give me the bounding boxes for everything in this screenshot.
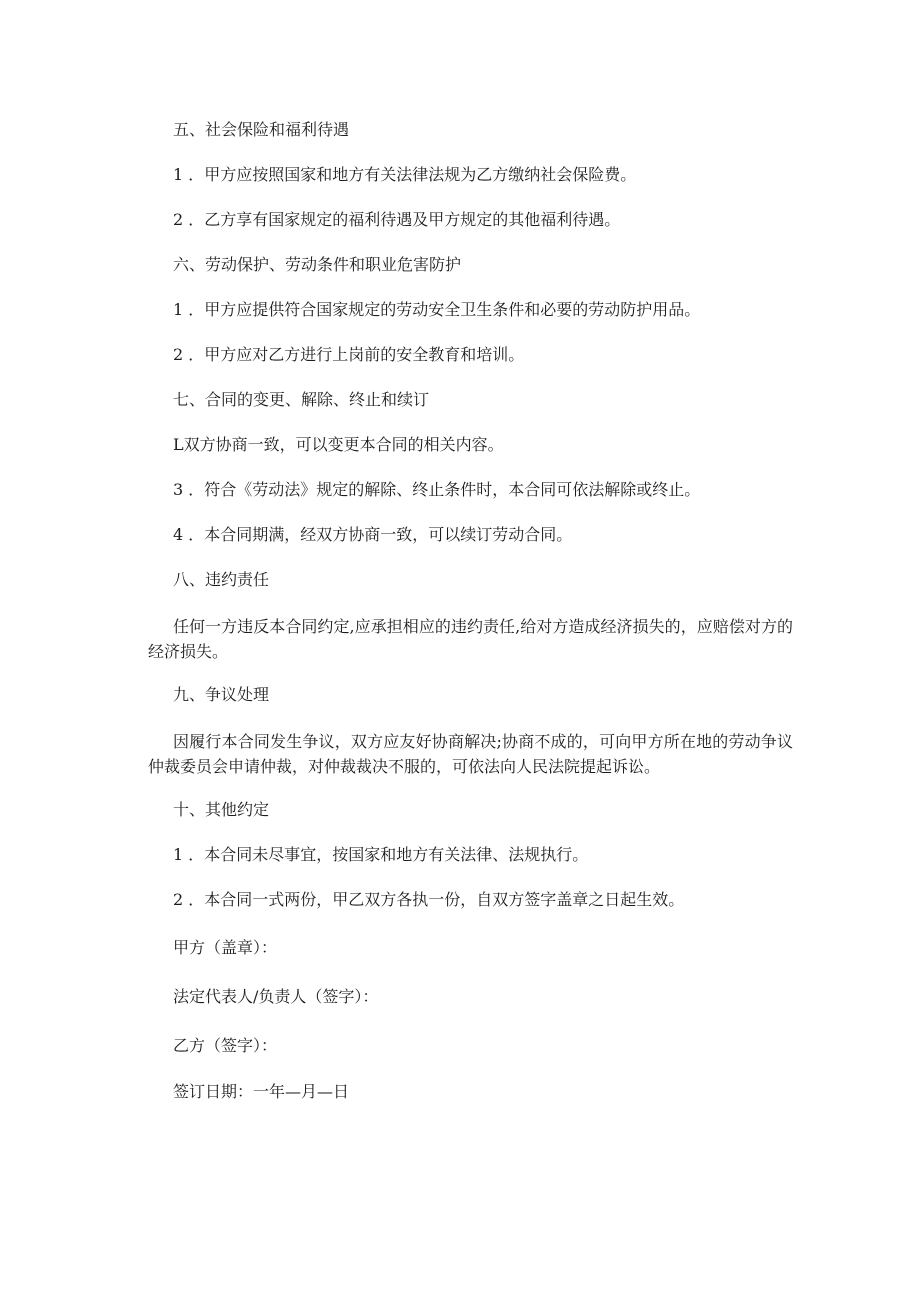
section-5-heading: 五、社会保险和福利待遇 [173,120,350,139]
section-6-item-1: 1 ．甲方应提供符合国家规定的劳动安全卫生条件和必要的劳动防护用品。 [173,300,701,319]
section-5-item-2: 2 ．乙方享有国家规定的福利待遇及甲方规定的其他福利待遇。 [173,210,621,229]
party-b-signature-label: 乙方（签字）： [173,1036,278,1055]
section-9-heading: 九、争议处理 [173,685,270,704]
section-8-body: 任何一方违反本合同约定,应承担相应的违约责任,给对方造成经济损失的，应赔偿对方的经济损失。 [148,617,793,661]
legal-representative-label: 法定代表人/负责人（签字）： [173,987,379,1006]
section-6-heading: 六、劳动保护、劳动条件和职业危害防护 [173,255,462,274]
section-6-item-2: 2 ．甲方应对乙方进行上岗前的安全教育和培训。 [173,345,525,364]
section-10-item-1: 1 ．本合同未尽事宜，按国家和地方有关法律、法规执行。 [173,845,589,864]
party-a-seal-label: 甲方（盖章）： [173,938,278,957]
section-7-heading: 七、合同的变更、解除、终止和续订 [173,390,430,409]
signing-date-label: 签订日期：一年—月—日 [173,1082,350,1101]
section-10-heading: 十、其他约定 [173,800,270,819]
section-7-item-1: L双方协商一致，可以变更本合同的相关内容。 [173,435,504,454]
section-7-item-3: 3 ．符合《劳动法》规定的解除、终止条件时，本合同可依法解除或终止。 [173,480,701,499]
section-10-item-2: 2 ．本合同一式两份，甲乙双方各执一份，自双方签字盖章之日起生效。 [173,890,685,909]
section-5-item-1: 1 ．甲方应按照国家和地方有关法律法规为乙方缴纳社会保险费。 [173,165,637,184]
section-9-body: 因履行本合同发生争议，双方应友好协商解决;协商不成的，可向甲方所在地的劳动争议仲裁委员会申请仲裁，对仲裁裁决不服的，可依法向人民法院提起诉讼。 [148,732,793,776]
section-7-item-4: 4 ．本合同期满，经双方协商一致，可以续订劳动合同。 [173,525,573,544]
section-8-heading: 八、违约责任 [173,570,270,589]
